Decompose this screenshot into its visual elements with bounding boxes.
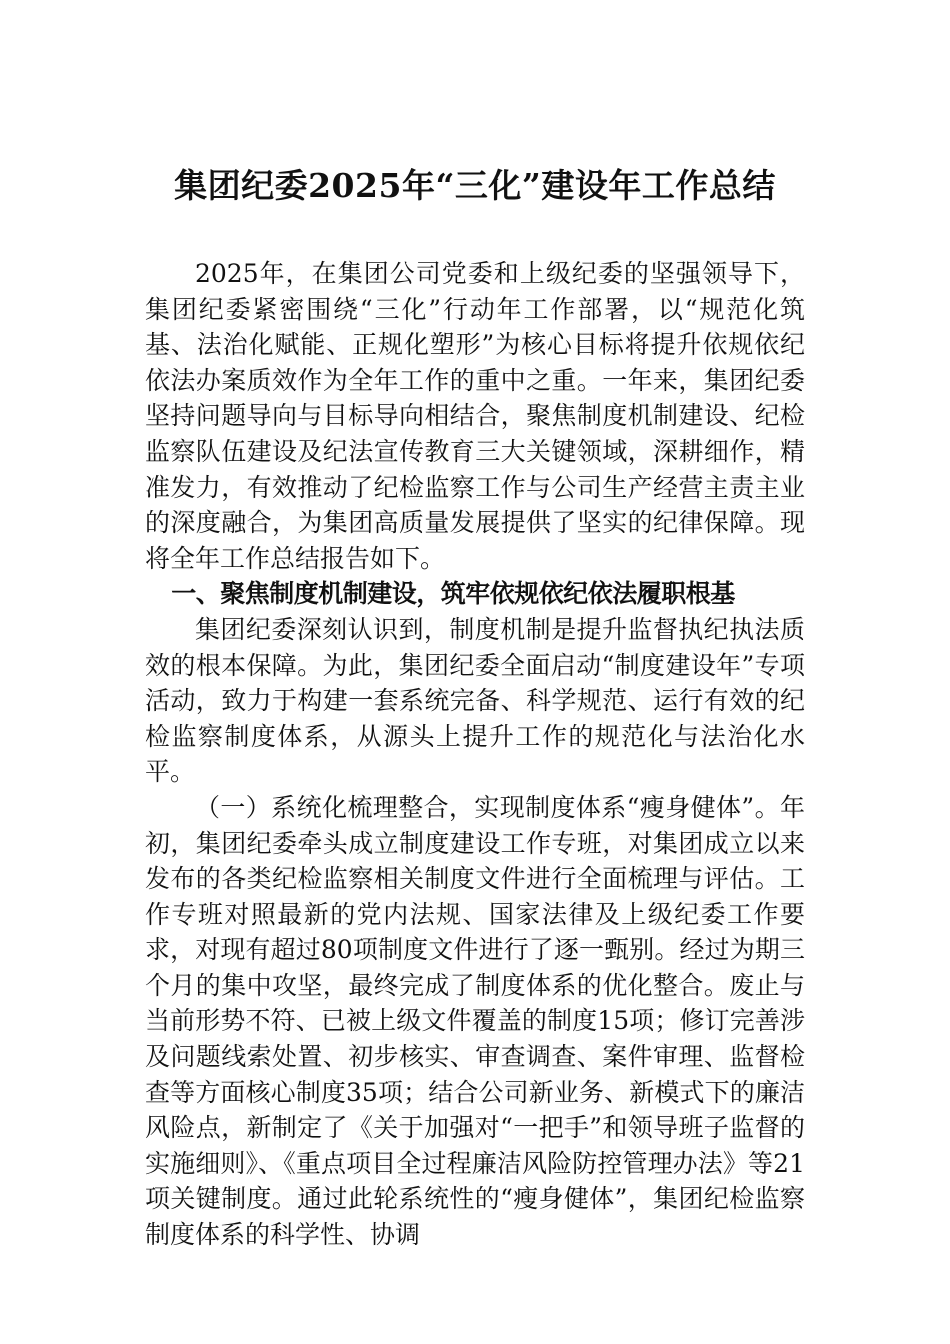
intro-paragraph: 2025年，在集团公司党委和上级纪委的坚强领导下，集团纪委紧密围绕“三化”行动年工作部署，以“规范化筑基、法治化赋能、正规化塑形”为核心目标将提升依规依纪依法办案质效作为全年工作的重中之重。一年来，集团纪委坚持问题导向与目标导向相结合，聚焦制度机制建设、纪检监察队伍建设及纪法宣传教育三大关键领域，深耕细作，精准发力，有效推动了纪检监察工作与公司生产经营主责主业的深度融合，为集团高质量发展提供了坚实的纪律保障。现将全年工作总结报告如下。: [145, 259, 805, 573]
section-1-paragraph: 集团纪委深刻认识到，制度机制是提升监督执纪执法质效的根本保障。为此，集团纪委全面启动“制度建设年”专项活动，致力于构建一套系统完备、科学规范、运行有效的纪检监察制度体系，从源头上提升工作的规范化与法治化水平。: [145, 614, 805, 787]
subsection-1-label: （一）系统化梳理整合，实现制度体系“瘦身健体”。: [195, 792, 780, 822]
subsection-1-paragraph: [145, 790, 805, 1253]
subsection-1-body: 年初，集团纪委牵头成立制度建设工作专班，对集团成立以来发布的各类纪检监察相关制度文件进行全面梳理与评估。工作专班对照最新的党内法规、国家法律及上级纪委工作要求，对现有超过80项制度文件进行了逐一甄别。经过为期三个月的集中攻坚，最终完成了制度体系的优化整合。废止与当前形势不符、已被上级文件覆盖的制度15项；修订完善涉及问题线索处置、初步核实、审查调查、案件审理、监督检查等方面核心制度35项；结合公司新业务、新模式下的廉洁风险点，新制定了《关于加强对“一把手”和领导班子监督的实施细则》、《重点项目全过程廉洁风险防控管理办法》等21项关键制度。通过此轮系统性的“瘦身健体”，集团纪检监察制度体系的科学性、协调: [145, 792, 805, 1250]
document-title: 集团纪委2025年“三化”建设年工作总结: [174, 166, 776, 205]
section-heading-1: 一、聚焦制度机制建设，筑牢依规依纪依法履职根基: [171, 579, 735, 609]
document-body: [145, 256, 805, 1253]
